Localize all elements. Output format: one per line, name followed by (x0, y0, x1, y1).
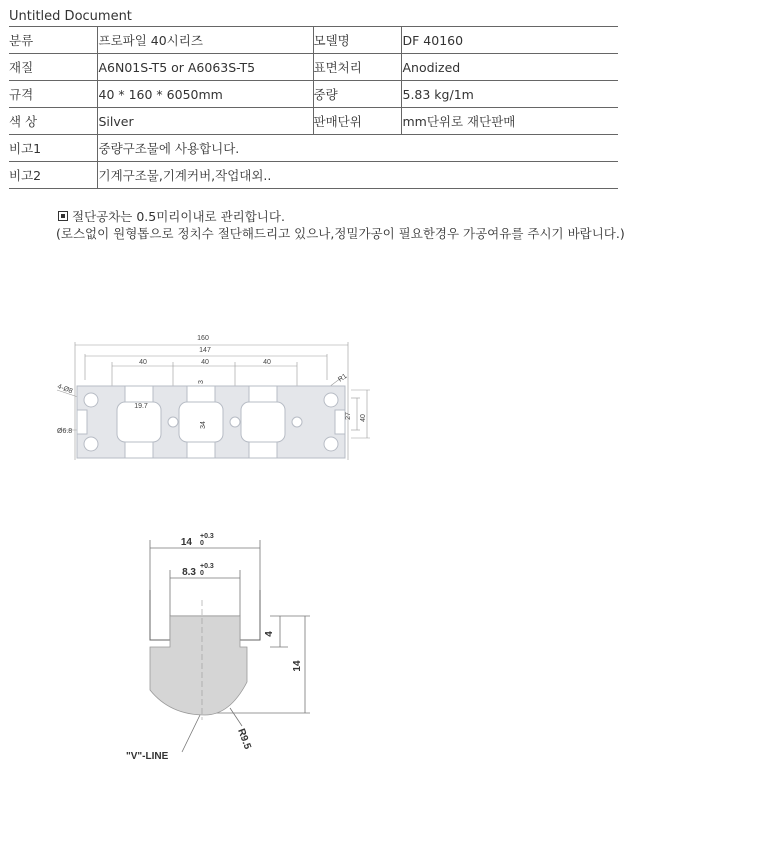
tol-8-3-lower: 0 (200, 570, 204, 577)
spec-value: Silver (97, 108, 313, 135)
spec-key: 분류 (9, 27, 97, 54)
spec-value: mm단위로 재단판매 (401, 108, 618, 135)
dim-27: 27 (345, 412, 352, 420)
note-text: 절단공차는 0.5미리이내로 관리합니다. (72, 209, 285, 224)
square-bullet-icon (58, 211, 68, 221)
spec-key: 판매단위 (313, 108, 401, 135)
dim-34: 34 (200, 421, 207, 429)
profile-drawing (55, 330, 375, 465)
dim-4: 4 (264, 631, 275, 637)
spec-value: 40 * 160 * 6050mm (97, 81, 313, 108)
dim-14-vertical: 14 (292, 660, 303, 672)
spec-key: 재질 (9, 54, 97, 81)
table-row (9, 81, 618, 108)
dim-19-7: 19.7 (134, 403, 148, 410)
spec-value: 프로파일 40시리즈 (97, 27, 313, 54)
notes (56, 208, 625, 242)
slot-drawing (120, 530, 320, 770)
t-nut-shape (150, 616, 247, 715)
dim-3: 3 (198, 380, 205, 384)
dim-40-a: 40 (139, 359, 147, 366)
spec-value: 기계구조물,기계커버,작업대외.. (97, 162, 618, 189)
dim-40-b: 40 (201, 359, 209, 366)
table-row (9, 27, 618, 54)
spec-value: 중량구조물에 사용합니다. (97, 135, 618, 162)
spec-key: 모델명 (313, 27, 401, 54)
tol-14-upper: +0.3 (200, 533, 214, 540)
v-line-label: "V"-LINE (126, 751, 169, 762)
spec-key: 중량 (313, 81, 401, 108)
dim-8-3: 8.3 (182, 567, 196, 578)
note-line-1 (56, 208, 625, 225)
spec-key: 규격 (9, 81, 97, 108)
dim-d6-8: Ø6.8 (57, 428, 73, 435)
note-line-2: (로스없이 원형톱으로 정치수 절단해드리고 있으나,정밀가공이 필요한경우 가공여유를 주시기 바랍니다.) (56, 226, 625, 241)
table-row (9, 135, 618, 162)
dim-40-h: 40 (360, 414, 367, 422)
dim-147: 147 (199, 347, 211, 354)
spec-key: 표면처리 (313, 54, 401, 81)
tol-8-3-upper: +0.3 (200, 563, 214, 570)
spec-table (9, 26, 618, 189)
profile-section (77, 386, 345, 458)
dim-160: 160 (197, 335, 209, 342)
tol-14-lower: 0 (200, 540, 204, 547)
table-row (9, 54, 618, 81)
spec-value: DF 40160 (401, 27, 618, 54)
dim-r1: R1 (337, 372, 349, 384)
spec-key: 비고2 (9, 162, 97, 189)
table-row (9, 162, 618, 189)
document-title: Untitled Document (9, 9, 132, 24)
spec-value: A6N01S-T5 or A6063S-T5 (97, 54, 313, 81)
spec-key: 색 상 (9, 108, 97, 135)
dim-40-c: 40 (263, 359, 271, 366)
spec-value: Anodized (401, 54, 618, 81)
dim-4x-d8: 4-Ø8 (56, 383, 74, 396)
dim-14: 14 (180, 537, 192, 548)
dim-r9-5: R9.5 (235, 727, 253, 751)
table-row (9, 108, 618, 135)
spec-key: 비고1 (9, 135, 97, 162)
spec-value: 5.83 kg/1m (401, 81, 618, 108)
